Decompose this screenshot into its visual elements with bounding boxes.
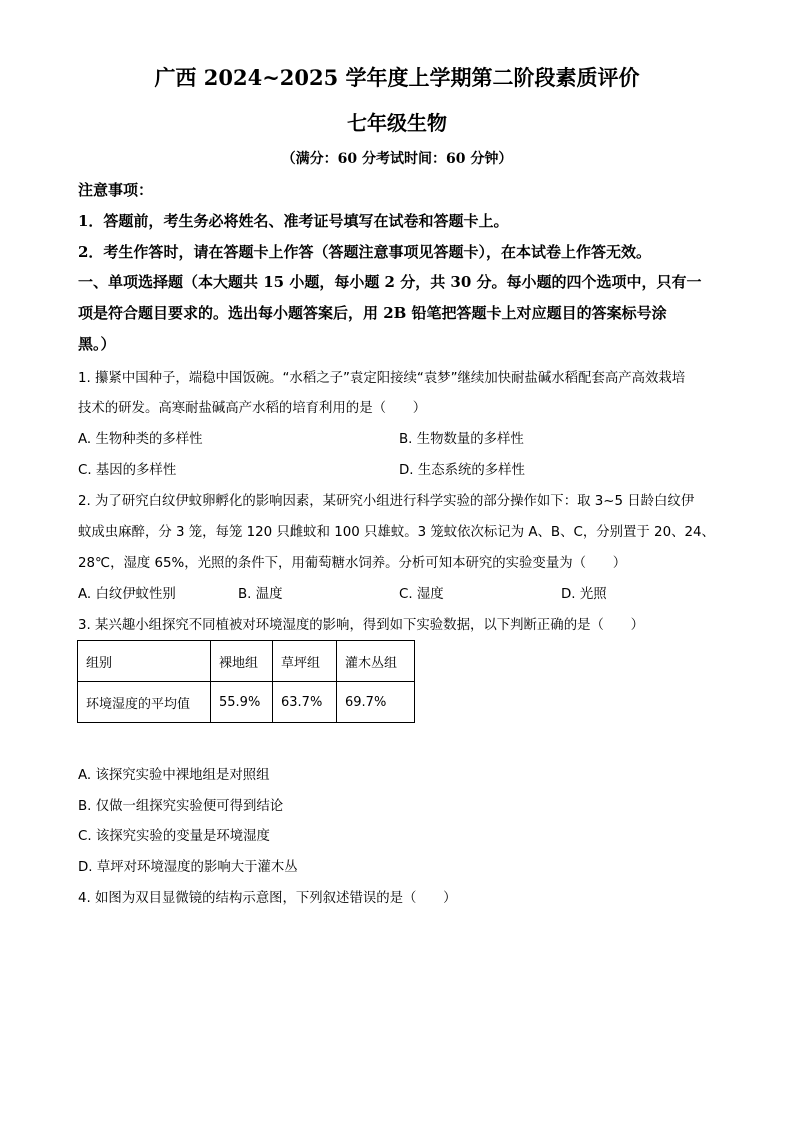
question-3-option-b: B. 仅做一组探究实验便可得到结论: [78, 799, 284, 814]
notice-item-2: 2．考生作答时，请在答题卡上作答（答题注意事项见答题卡），在本试卷上作答无效。: [78, 243, 651, 261]
question-3-option-d: D. 草坪对环境湿度的影响大于灌木丛: [78, 860, 298, 875]
question-1-option-b: B. 生物数量的多样性: [399, 432, 524, 447]
question-1-line-2: 技术的研发。高寒耐盐碱高产水稻的培育利用的是（ ）: [78, 401, 427, 416]
table-cell: 环境湿度的平均值: [78, 682, 211, 723]
question-2-option-a: A. 白纹伊蚊性别: [78, 587, 176, 602]
notice-item-1: 1．答题前，考生务必将姓名、准考证号填写在试卷和答题卡上。: [78, 212, 509, 230]
question-3-option-c: C. 该探究实验的变量是环境湿度: [78, 829, 270, 844]
section-heading-line-3: 黑。）: [78, 335, 116, 353]
humidity-table: [77, 640, 415, 723]
section-heading-line-2: 项是符合题目要求的。选出每小题答案后，用 2B 铅笔把答题卡上对应题目的答案标号涂: [78, 304, 667, 322]
table-header-row: [78, 641, 415, 682]
notice-heading: 注意事项：: [78, 181, 154, 199]
section-heading-line-1: 一、单项选择题（本大题共 15 小题，每小题 2 分，共 30 分。每小题的四个选项中，只有一: [78, 273, 702, 291]
question-2-option-c: C. 湿度: [399, 587, 444, 602]
question-2-line-3: 28℃，湿度 65%，光照的条件下，用葡萄糖水饲养。分析可知本研究的实验变量为（ ）: [78, 556, 627, 571]
table-header-cell: 组别: [78, 641, 211, 682]
question-1-option-d: D. 生态系统的多样性: [399, 463, 525, 478]
question-3-option-a: A. 该探究实验中裸地组是对照组: [78, 768, 270, 783]
table-cell: 69.7%: [337, 682, 415, 723]
exam-title: 广西 2024~2025 学年度上学期第二阶段素质评价: [154, 65, 640, 90]
question-1-option-a: A. 生物种类的多样性: [78, 432, 203, 447]
question-1-line-1: 1. 攥紧中国种子，端稳中国饭碗。“水稻之子”袁定阳接续“袁梦”继续加快耐盐碱水稻配套高产高效栽培: [78, 371, 686, 386]
table-row: [78, 682, 415, 723]
table-header-cell: 裸地组: [211, 641, 273, 682]
question-2-option-d: D. 光照: [561, 587, 607, 602]
table-header-cell: 灌木丛组: [337, 641, 415, 682]
question-2-option-b: B. 温度: [238, 587, 283, 602]
table-cell: 63.7%: [273, 682, 337, 723]
table-header-cell: 草坪组: [273, 641, 337, 682]
question-3-line-1: 3. 某兴趣小组探究不同植被对环境湿度的影响，得到如下实验数据，以下判断正确的是（ ）: [78, 618, 645, 633]
question-4-line-1: 4. 如图为双目显微镜的结构示意图，下列叙述错误的是（ ）: [78, 891, 457, 906]
question-2-line-2: 蚊成虫麻醉，分 3 笼，每笼 120 只雌蚊和 100 只雄蚊。3 笼蚊依次标记为 A、B、C，分别置于 20、24、: [78, 525, 715, 540]
question-1-option-c: C. 基因的多样性: [78, 463, 177, 478]
exam-meta: （满分：60 分考试时间：60 分钟）: [281, 151, 513, 167]
question-2-line-1: 2. 为了研究白纹伊蚊卵孵化的影响因素，某研究小组进行科学实验的部分操作如下：取 3~5 日龄白纹伊: [78, 494, 695, 509]
exam-subject: 七年级生物: [347, 111, 447, 135]
table-cell: 55.9%: [211, 682, 273, 723]
